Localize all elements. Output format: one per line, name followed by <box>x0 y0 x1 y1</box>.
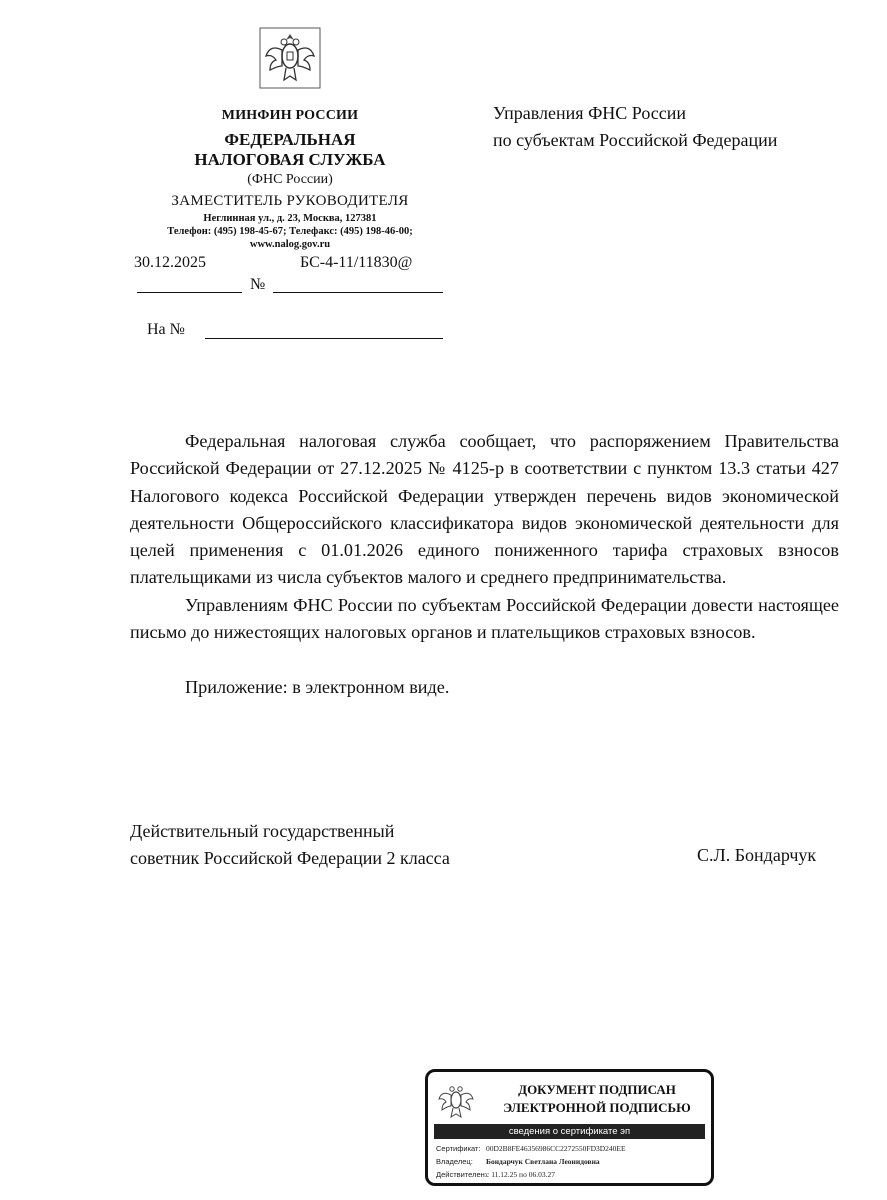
body-paragraph-1: Федеральная налоговая служба сообщает, что распоряжением Правительства Российской Федерации от 27.12.2025 № 4125-р в соответствии с пунктом 13.3 статьи 427 Налогового кодекса Российской Федерации утвержден перечень видов экономической деятельности Общероссийского классификатора видов экономической деятельности для целей применения с 01.01.2026 единого пониженного тарифа страховых взносов плательщиками из числа субъектов малого и среднего предпринимательства. <box>130 431 839 588</box>
number-underline <box>273 292 443 293</box>
validity-value: с 11.12.25 по 06.03.27 <box>486 1170 555 1179</box>
ministry-name: МИНФИН РОССИИ <box>221 108 359 123</box>
service-abbreviation: (ФНС России) <box>247 172 333 187</box>
website-line: www.nalog.gov.ru <box>249 239 331 250</box>
owner-value: Бондарчук Светлана Леонидовна <box>486 1157 600 1166</box>
document-date: 30.12.2025 <box>134 254 206 271</box>
addressee-line2: по субъектам Российской Федерации <box>493 130 778 150</box>
certificate-row <box>436 1144 626 1153</box>
signatory-title <box>130 818 450 872</box>
sender-address <box>130 212 450 251</box>
stamp-title <box>486 1081 708 1117</box>
contact-line: Телефон: (495) 198-45-67; Телефакс: (495) 198-46-00; <box>167 226 413 237</box>
signatory-title-line2: советник Российской Федерации 2 класса <box>130 848 450 868</box>
validity-row <box>436 1170 555 1179</box>
addressee <box>493 100 777 154</box>
reference-number-label: На № <box>147 321 185 338</box>
service-name-line2: НАЛОГОВАЯ СЛУЖБА <box>194 150 386 169</box>
stamp-title-line2: ЭЛЕКТРОННОЙ ПОДПИСЬЮ <box>503 1100 691 1115</box>
validity-label: Действителен: <box>436 1170 487 1179</box>
certificate-info-bar: сведения о сертификате эп <box>434 1124 705 1139</box>
addressee-line1: Управления ФНС России <box>493 103 687 123</box>
certificate-label: Сертификат: <box>436 1144 481 1153</box>
service-name-line1: ФЕДЕРАЛЬНАЯ <box>224 130 356 149</box>
signatory-name: С.Л. Бондарчук <box>697 845 817 865</box>
body-paragraph-2: Управлениям ФНС России по субъектам Российской Федерации довести настоящее письмо до нижестоящих налоговых органов и плательщиков страховых взносов. <box>130 594 839 643</box>
owner-row <box>436 1157 600 1166</box>
attachment-note: Приложение: в электронном виде. <box>185 677 450 698</box>
date-underline <box>137 292 242 293</box>
number-sign: № <box>250 276 266 293</box>
certificate-value: 00D2B8FE46356986CC2272550FD3D240EE <box>486 1144 626 1153</box>
coat-of-arms-emblem <box>258 26 322 90</box>
owner-label: Владелец: <box>436 1157 473 1166</box>
sender-position: ЗАМЕСТИТЕЛЬ РУКОВОДИТЕЛЯ <box>171 193 409 209</box>
stamp-emblem-icon <box>434 1078 478 1122</box>
stamp-title-line1: ДОКУМЕНТ ПОДПИСАН <box>518 1082 676 1097</box>
electronic-signature-stamp <box>425 1069 714 1186</box>
signatory-title-line1: Действительный государственный <box>130 821 395 841</box>
letter-body <box>130 428 839 702</box>
document-number: БС-4-11/11830@ <box>300 254 413 271</box>
address-line: Неглинная ул., д. 23, Москва, 127381 <box>203 213 377 224</box>
reference-number-underline <box>205 338 443 339</box>
